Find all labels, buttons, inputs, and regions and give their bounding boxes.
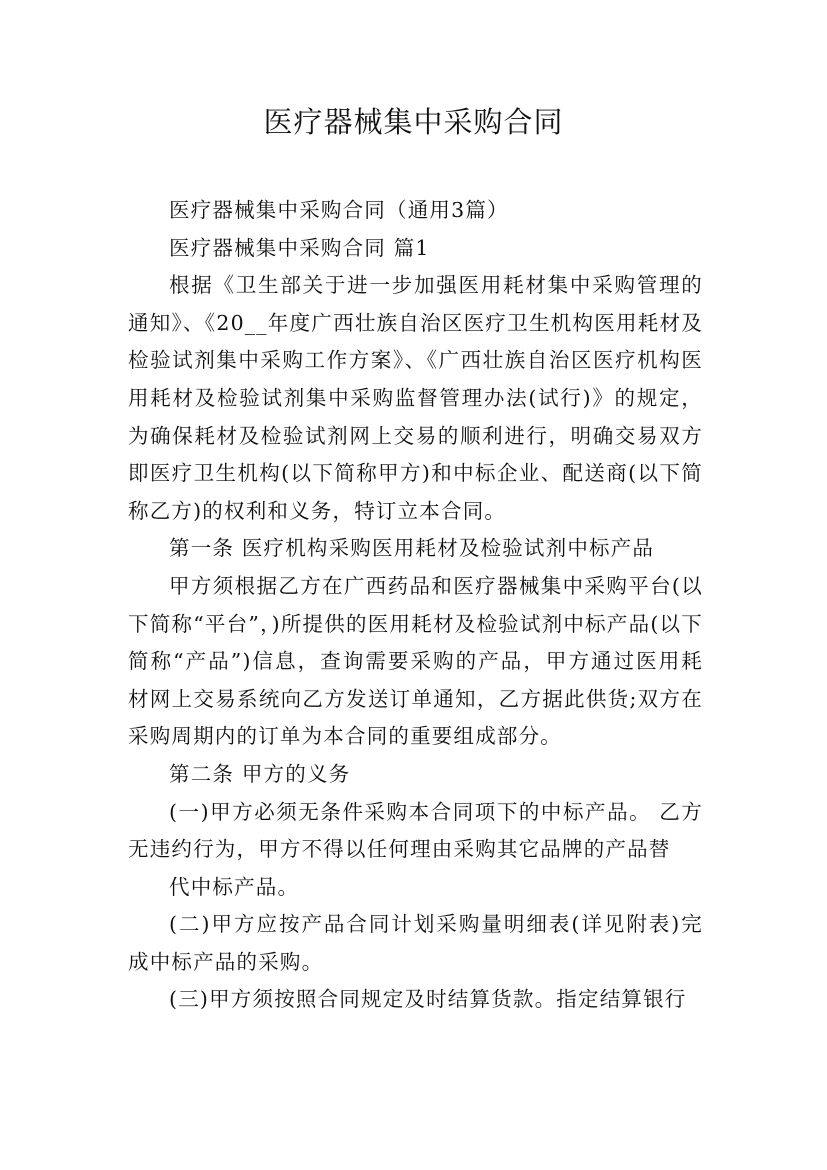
article-heading: 第二条 甲方的义务 xyxy=(169,761,351,786)
body-paragraph: 根据《卫生部关于进一步加强医用耗材集中采购管理的通知》、《20__年度广西壮族自治区医疗卫生机构医用耗材及检验试剂集中采购工作方案》、《广西壮族自治区医疗机构医用耗材及检验试剂集中采购监督管理办法(试行)》的规定，为确保耗材及检验试剂网上交易的顺利进行，明确交易双方即医疗卫生机构(以下简称甲方)和中标企业、配送商(以下简称乙方)的权利和义务，特订立本合同。 xyxy=(128,273,703,523)
body-paragraph-continuation: 代中标产品。 xyxy=(169,874,300,899)
article-heading: 第一条 医疗机构采购医用耗材及检验试剂中标产品 xyxy=(169,536,655,561)
document-body xyxy=(128,192,703,1019)
subtitle-line: 医疗器械集中采购合同（通用3篇） xyxy=(169,198,509,222)
body-paragraph: (二)甲方应按产品合同计划采购量明细表(详见附表)完成中标产品的采购。 xyxy=(128,912,703,974)
section-heading: 医疗器械集中采购合同 篇1 xyxy=(169,235,430,260)
body-paragraph: (一)甲方必须无条件采购本合同项下的中标产品。 乙方无违约行为，甲方不得以任何理由采购其它品牌的产品替 xyxy=(128,799,703,862)
body-paragraph: (三)甲方须按照合同规定及时结算货款。指定结算银行 xyxy=(169,987,687,1012)
document-title: 医疗器械集中采购合同 xyxy=(263,105,564,139)
body-paragraph: 甲方须根据乙方在广西药品和医疗器械集中采购平台(以下简称“平台”，)所提供的医用耗材及检验试剂中标产品(以下简称“产品”)信息，查询需要采购的产品，甲方通过医用耗材网上交易系统向乙方发送订单通知，乙方据此供货;双方在采购周期内的订单为本合同的重要组成部分。 xyxy=(128,573,703,749)
